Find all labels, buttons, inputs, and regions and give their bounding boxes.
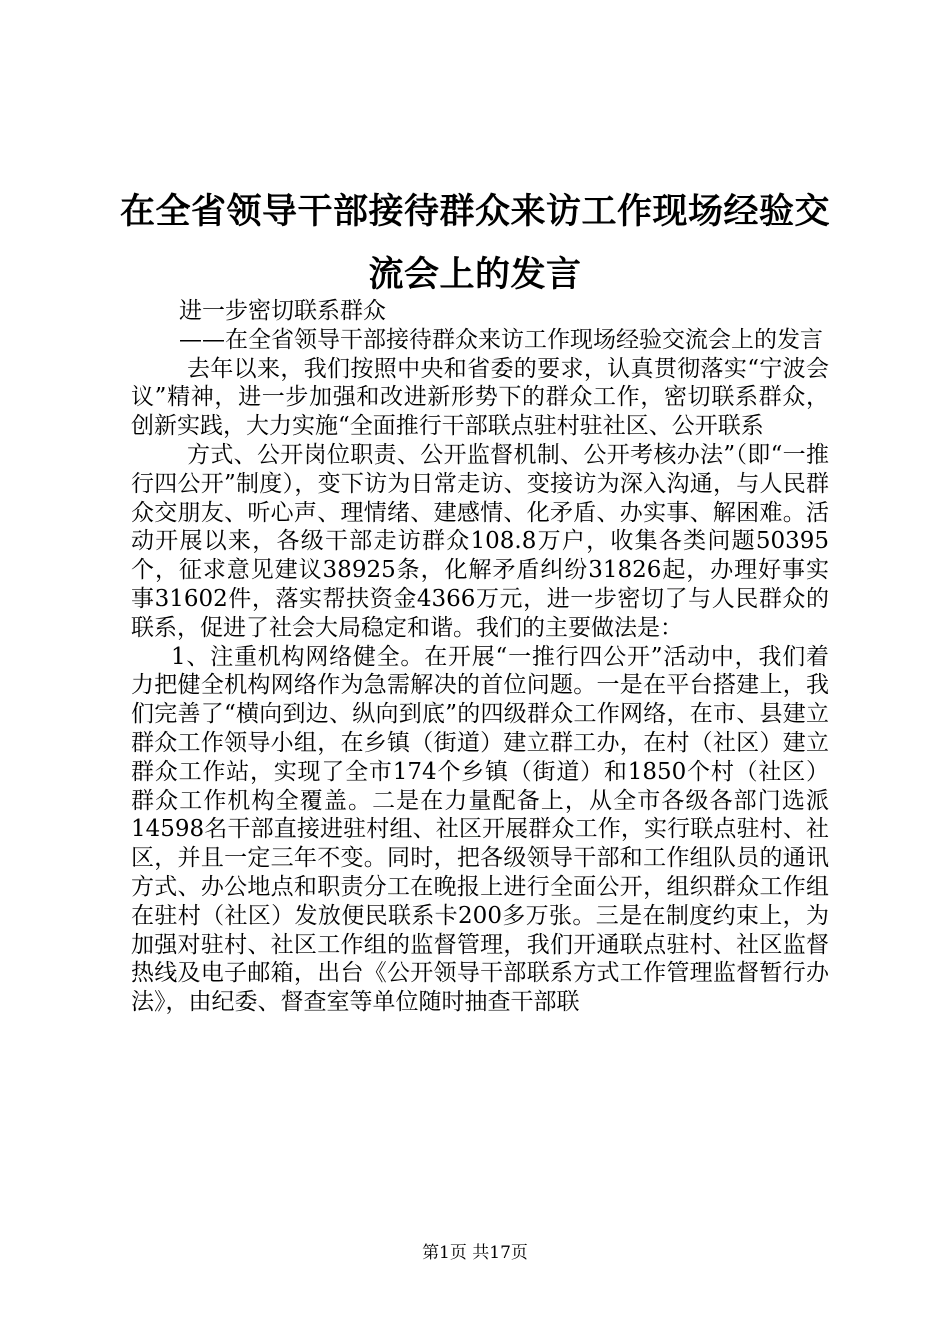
paragraph-3: 1、注重机构网络健全。在开展“一推行四公开”活动中，我们着力把健全机构网络作为急需解决的首位问题。一是在平台搭建上，我们完善了“横向到边、纵向到底”的四级群众工作网络，在市、县建立群众工作领导小组，在乡镇（街道）建立群工办，在村（社区）建立群众工作站，实现了全市174个乡镇（街道）和1850个村（社区）群众工作机构全覆盖。二是在力量配备上，从全市各级各部门选派14598名干部直接进驻村组、社区开展群众工作，实行联点驻村、社区，并且一定三年不变。同时，把各级领导干部和工作组队员的通讯方式、办公地点和职责分工在晚报上进行全面公开，组织群众工作组在驻村（社区）发放便民联系卡200多万张。三是在制度约束上，为加强对驻村、社区工作组的监督管理，我们开通联点驻村、社区监督热线及电子邮箱，出台《公开领导干部联系方式工作管理监督暂行办法》，由纪委、督查室等单位随时抽查干部联 — [131, 643, 829, 1016]
page-number: 第1页 共17页 — [422, 1243, 528, 1263]
document-body — [131, 297, 829, 1017]
paragraph-1: 去年以来，我们按照中央和省委的要求，认真贯彻落实“宁波会议”精神，进一步加强和改进新形势下的群众工作，密切联系群众，创新实践，大力实施“全面推行干部联点驻村驻社区、公开联系 — [131, 355, 829, 440]
document-subtitle: 进一步密切联系群众 — [179, 298, 386, 324]
document-byline: ——在全省领导干部接待群众来访工作现场经验交流会上的发言 — [179, 326, 823, 353]
paragraph-2: 方式、公开岗位职责、公开监督机制、公开考核办法”（即“一推行四公开”制度），变下访为日常走访、变接访为深入沟通，与人民群众交朋友、听心声、理情绪、建感情、化矛盾、办实事、解困难。活动开展以来，各级干部走访群众108.8万户，收集各类问题50395个，征求意见建议38925条，化解矛盾纠纷31826起，办理好事实事31602件，落实帮扶资金4366万元，进一步密切了与人民群众的联系，促进了社会大局稳定和谐。我们的主要做法是： — [131, 441, 829, 641]
document-title: 在全省领导干部接待群众来访工作现场经验交流会上的发言 — [120, 191, 831, 295]
